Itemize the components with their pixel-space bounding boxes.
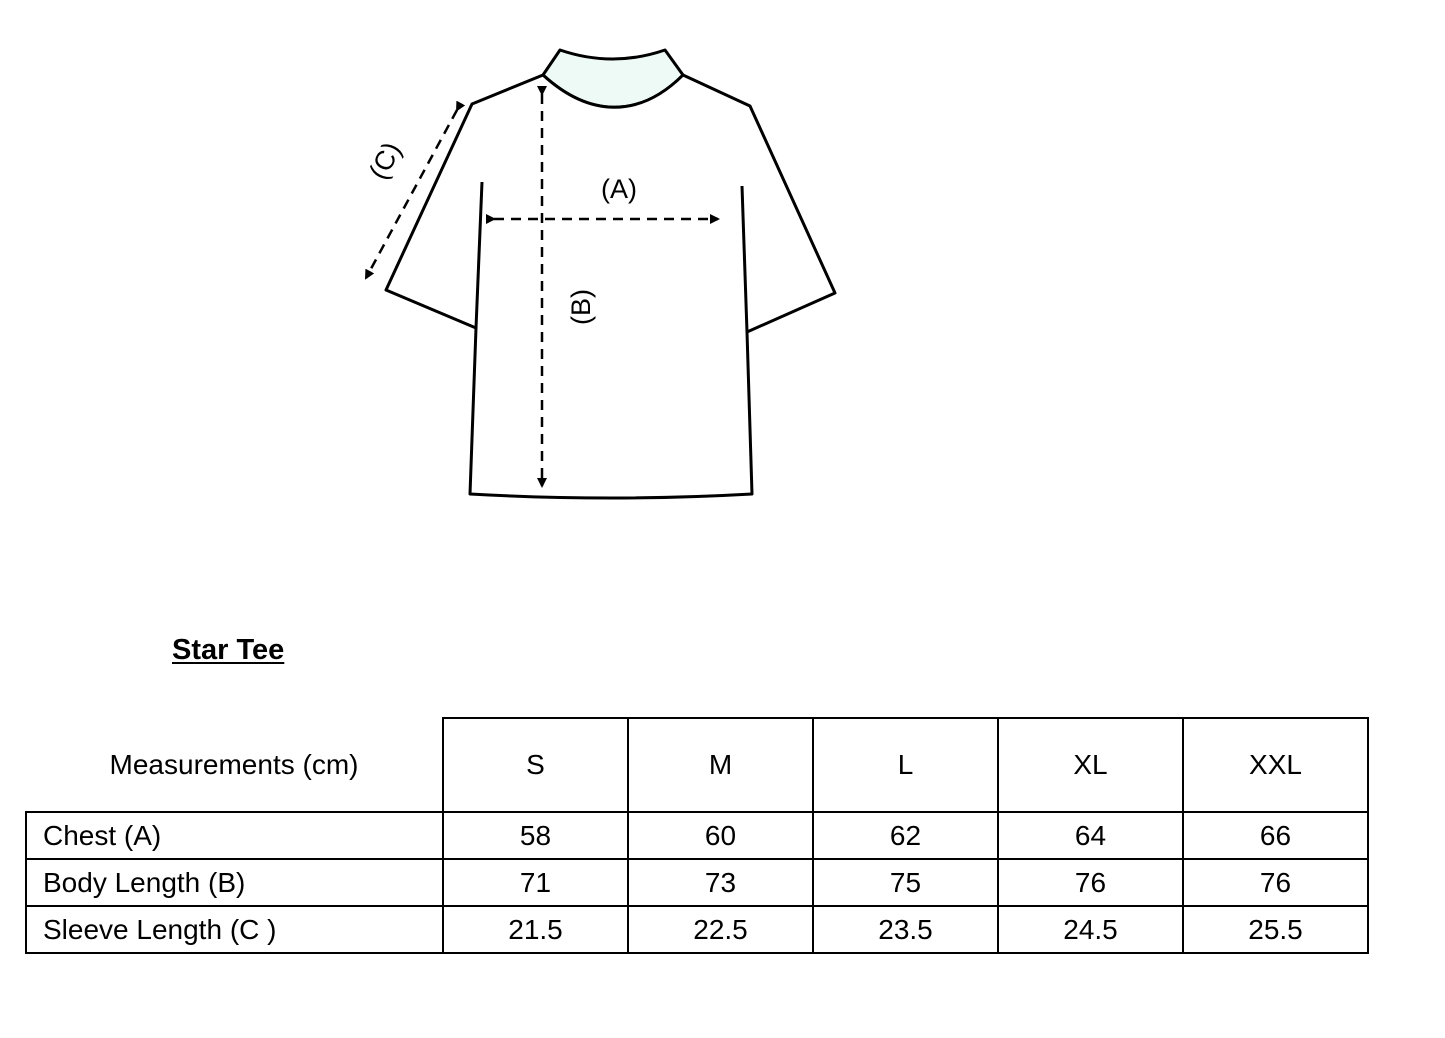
table-cell: 76 (1183, 859, 1368, 906)
measurements-header: Measurements (cm) (109, 748, 359, 780)
table-row-body-length (26, 859, 1368, 906)
size-header-m: M (628, 718, 813, 812)
table-cell: 73 (628, 859, 813, 906)
label-b: (B) (566, 289, 596, 325)
table-cell: 75 (813, 859, 998, 906)
label-a: (A) (601, 174, 637, 204)
table-cell: 58 (443, 812, 628, 859)
size-chart-table (25, 717, 1369, 954)
size-header-s: S (443, 718, 628, 812)
table-cell: 71 (443, 859, 628, 906)
table-cell: 60 (628, 812, 813, 859)
table-cell: 22.5 (628, 906, 813, 953)
table-cell: 24.5 (998, 906, 1183, 953)
size-header-xl: XL (998, 718, 1183, 812)
table-row-chest (26, 812, 1368, 859)
row-label-body-length: Body Length (B) (26, 859, 443, 906)
table-header-row (26, 718, 1368, 812)
table-cell: 23.5 (813, 906, 998, 953)
row-label-chest: Chest (A) (26, 812, 443, 859)
table-cell: 76 (998, 859, 1183, 906)
tshirt-outline (386, 75, 835, 498)
product-title: Star Tee (172, 634, 285, 666)
table-cell: 62 (813, 812, 998, 859)
size-header-l: L (813, 718, 998, 812)
table-cell: 25.5 (1183, 906, 1368, 953)
table-row-sleeve-length (26, 906, 1368, 953)
table-cell: 66 (1183, 812, 1368, 859)
label-c: (C) (363, 137, 408, 185)
table-cell: 64 (998, 812, 1183, 859)
table-cell: 21.5 (443, 906, 628, 953)
row-label-sleeve-length: Sleeve Length (C ) (26, 906, 443, 953)
size-header-xxl: XXL (1183, 718, 1368, 812)
